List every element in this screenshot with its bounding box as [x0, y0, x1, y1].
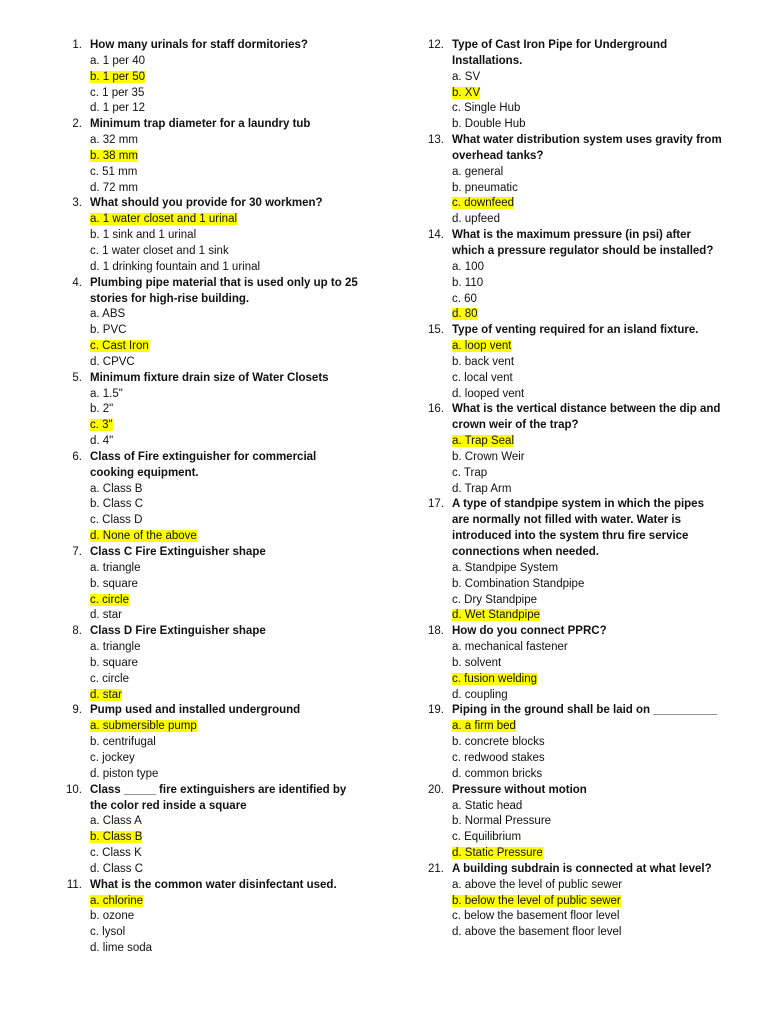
- option: [452, 767, 722, 783]
- option: [90, 846, 360, 862]
- option: [90, 751, 360, 767]
- question-line: [422, 228, 722, 260]
- option: [452, 909, 722, 925]
- answer-option: [90, 529, 360, 545]
- option-list: [422, 165, 722, 228]
- option: [452, 355, 722, 371]
- option-text: a. triangle: [90, 561, 141, 574]
- option: [452, 466, 722, 482]
- question-block: [422, 624, 722, 703]
- option: [90, 165, 360, 181]
- answer-option: [452, 846, 722, 862]
- option-text: c. lysol: [90, 926, 126, 939]
- option: [90, 307, 360, 323]
- question-text: What is the common water disinfectant used.: [90, 878, 337, 891]
- option-text: a. ABS: [90, 308, 126, 321]
- question-number: 18.: [428, 625, 444, 638]
- question-block: [60, 878, 360, 957]
- option-text: c. below the basement floor level: [452, 910, 620, 923]
- question-block: [60, 783, 360, 878]
- question-text: Type of Cast Iron Pipe for Underground Installations.: [452, 39, 668, 67]
- question-line: [422, 323, 722, 339]
- option: [90, 656, 360, 672]
- question-block: [422, 703, 722, 782]
- option-text: c. jockey: [90, 751, 135, 764]
- option-text: b. 110: [452, 276, 484, 289]
- option: [452, 212, 722, 228]
- option: [90, 814, 360, 830]
- option-text: b. Crown Weir: [452, 450, 525, 463]
- option: [452, 688, 722, 704]
- option-text: b. Class C: [90, 498, 144, 511]
- question-number: 13.: [428, 134, 444, 147]
- question-block: [422, 133, 722, 228]
- option-text: b. Normal Pressure: [452, 815, 552, 828]
- question-text: Class _____ fire extinguishers are identified by the color red inside a square: [90, 783, 347, 812]
- question-line: [60, 196, 360, 212]
- question-block: [60, 450, 360, 545]
- answer-option: [452, 86, 722, 102]
- question-block: [60, 624, 360, 703]
- question-line: [60, 371, 360, 387]
- highlighted-answer: d. None of the above: [90, 530, 197, 543]
- question-block: [60, 371, 360, 450]
- option: [90, 497, 360, 513]
- answer-option: [90, 70, 360, 86]
- option: [452, 656, 722, 672]
- question-number: 7.: [72, 546, 82, 558]
- option-list: [422, 640, 722, 703]
- option-list: [422, 434, 722, 497]
- question-text: A type of standpipe system in which the pipes are normally not filled with water. Water is introduced into the system thru fire service connections when needed.: [452, 498, 704, 558]
- question-text: Class D Fire Extinguisher shape: [90, 625, 266, 638]
- highlighted-answer: a. loop vent: [452, 340, 512, 353]
- question-block: [422, 497, 722, 624]
- option-text: a. Class B: [90, 482, 143, 495]
- option: [452, 70, 722, 86]
- question-number: 9.: [72, 704, 82, 717]
- option-list: [60, 561, 360, 624]
- question-text: Pump used and installed underground: [90, 704, 301, 717]
- option: [90, 133, 360, 149]
- option: [90, 181, 360, 197]
- option-text: b. solvent: [452, 656, 502, 669]
- option-text: a. 1.5": [90, 387, 123, 400]
- highlighted-answer: c. 3": [90, 419, 113, 432]
- option-text: a. 32 mm: [90, 134, 138, 147]
- option: [452, 814, 722, 830]
- option-text: d. CPVC: [90, 355, 135, 368]
- option-list: [422, 878, 722, 941]
- question-text: Plumbing pipe material that is used only up to 25 stories for high-rise building.: [90, 276, 358, 305]
- option: [90, 482, 360, 498]
- option: [90, 767, 360, 783]
- option-text: a. 100: [452, 260, 484, 273]
- option-list: [422, 339, 722, 402]
- option-text: d. common bricks: [452, 767, 543, 780]
- option-list: [60, 133, 360, 196]
- highlighted-answer: d. star: [90, 688, 122, 701]
- question-line: [422, 624, 722, 640]
- question-text: How do you connect PPRC?: [452, 625, 607, 638]
- question-block: [422, 38, 722, 133]
- highlighted-answer: a. Trap Seal: [452, 435, 515, 448]
- option-list: [60, 814, 360, 877]
- question-line: [422, 38, 722, 70]
- highlighted-answer: a. a firm bed: [452, 720, 516, 733]
- question-text: Pressure without motion: [452, 783, 587, 796]
- question-block: [422, 402, 722, 497]
- highlighted-answer: d. 80: [452, 308, 478, 321]
- option: [452, 751, 722, 767]
- option-text: b. ozone: [90, 910, 135, 923]
- question-line: [60, 38, 360, 54]
- option-text: d. 72 mm: [90, 181, 138, 194]
- option-list: [60, 307, 360, 370]
- option-text: c. Dry Standpipe: [452, 593, 538, 606]
- option-text: d. above the basement floor level: [452, 926, 622, 939]
- question-text: What water distribution system uses gravity from overhead tanks?: [452, 134, 722, 162]
- option: [90, 434, 360, 450]
- option: [452, 593, 722, 609]
- question-block: [422, 783, 722, 862]
- option-list: [422, 799, 722, 862]
- question-line: [60, 878, 360, 894]
- option-text: d. coupling: [452, 688, 508, 701]
- option: [90, 402, 360, 418]
- question-number: 5.: [72, 371, 82, 384]
- question-block: [60, 196, 360, 275]
- question-number: 20.: [428, 783, 444, 796]
- option-text: b. back vent: [452, 355, 515, 368]
- question-line: [60, 545, 360, 561]
- option-text: c. 60: [452, 292, 477, 305]
- option-text: d. 1 drinking fountain and 1 urinal: [90, 260, 261, 273]
- highlighted-answer: c. downfeed: [452, 197, 515, 210]
- option-text: a. triangle: [90, 641, 141, 654]
- answer-option: [90, 593, 360, 609]
- question-line: [60, 450, 360, 482]
- question-number: 19.: [428, 704, 444, 717]
- highlighted-answer: a. submersible pump: [90, 720, 197, 733]
- question-block: [422, 228, 722, 323]
- question-text: How many urinals for staff dormitories?: [90, 39, 308, 51]
- question-number: 4.: [72, 276, 82, 289]
- option-list: [60, 482, 360, 545]
- highlighted-answer: c. fusion welding: [452, 672, 538, 685]
- answer-option: [90, 894, 360, 910]
- option: [452, 830, 722, 846]
- option-text: b. centrifugal: [90, 736, 156, 749]
- question-text: What should you provide for 30 workmen?: [90, 197, 323, 210]
- question-text: Minimum fixture drain size of Water Closets: [90, 371, 329, 384]
- question-number: 17.: [428, 498, 444, 511]
- option-list: [422, 70, 722, 133]
- option-text: c. local vent: [452, 371, 513, 384]
- highlighted-answer: b. XV: [452, 86, 481, 99]
- option-text: a. Static head: [452, 799, 523, 812]
- option-text: b. square: [90, 577, 138, 590]
- option-list: [422, 561, 722, 624]
- option-text: c. Class K: [90, 847, 142, 860]
- option: [452, 640, 722, 656]
- highlighted-answer: a. 1 water closet and 1 urinal: [90, 213, 238, 226]
- question-block: [422, 862, 722, 941]
- question-block: [422, 323, 722, 402]
- option-text: d. 4": [90, 435, 114, 448]
- question-line: [422, 402, 722, 434]
- option-list: [422, 260, 722, 323]
- option-text: c. circle: [90, 672, 129, 685]
- option: [90, 672, 360, 688]
- option-text: d. Trap Arm: [452, 482, 512, 495]
- answer-option: [452, 434, 722, 450]
- answer-option: [90, 212, 360, 228]
- option: [452, 292, 722, 308]
- option-text: c. 1 per 35: [90, 86, 145, 99]
- option: [452, 735, 722, 751]
- option: [90, 513, 360, 529]
- question-number: 2.: [72, 118, 82, 131]
- option-text: d. Class C: [90, 862, 144, 875]
- option-text: c. Single Hub: [452, 102, 521, 115]
- option: [90, 608, 360, 624]
- option: [452, 450, 722, 466]
- question-line: [422, 783, 722, 799]
- highlighted-answer: b. 1 per 50: [90, 70, 145, 83]
- option: [90, 54, 360, 70]
- question-number: 14.: [428, 229, 444, 242]
- option: [452, 561, 722, 577]
- answer-option: [452, 672, 722, 688]
- option-text: c. Equilibrium: [452, 831, 522, 844]
- question-line: [422, 133, 722, 165]
- option-text: c. Trap: [452, 466, 488, 479]
- question-text: Class of Fire extinguisher for commercial cooking equipment.: [90, 450, 317, 479]
- option: [90, 925, 360, 941]
- option: [452, 482, 722, 498]
- answer-option: [90, 830, 360, 846]
- answer-option: [90, 418, 360, 434]
- option: [90, 387, 360, 403]
- option: [90, 355, 360, 371]
- question-block: [60, 38, 360, 117]
- option-text: d. star: [90, 609, 122, 622]
- option: [90, 561, 360, 577]
- option-text: b. 2": [90, 403, 114, 416]
- option-text: a. above the level of public sewer: [452, 878, 623, 891]
- answer-option: [452, 894, 722, 910]
- option: [90, 577, 360, 593]
- answer-option: [452, 719, 722, 735]
- option: [90, 260, 360, 276]
- option: [452, 101, 722, 117]
- option-text: a. mechanical fastener: [452, 641, 568, 654]
- option-text: b. pneumatic: [452, 181, 518, 194]
- option-text: b. Double Hub: [452, 118, 526, 131]
- option-text: d. 1 per 12: [90, 102, 145, 115]
- answer-option: [452, 307, 722, 323]
- answer-option: [452, 339, 722, 355]
- question-number: 10.: [66, 783, 82, 796]
- option-list: [60, 387, 360, 450]
- option: [90, 941, 360, 957]
- option-text: b. PVC: [90, 324, 127, 337]
- right-question-column: [422, 38, 722, 941]
- option-list: [60, 894, 360, 957]
- option: [452, 165, 722, 181]
- answer-option: [90, 339, 360, 355]
- option: [452, 276, 722, 292]
- option: [90, 735, 360, 751]
- option-text: a. Class A: [90, 815, 142, 828]
- question-text: What is the maximum pressure (in psi) after which a pressure regulator should be installed?: [452, 229, 714, 257]
- left-question-column: [60, 38, 360, 957]
- option-text: d. looped vent: [452, 387, 525, 400]
- option: [90, 909, 360, 925]
- option-list: [60, 640, 360, 703]
- question-line: [422, 862, 722, 878]
- highlighted-answer: b. below the level of public sewer: [452, 894, 621, 907]
- question-block: [60, 703, 360, 782]
- question-number: 1.: [72, 39, 82, 51]
- question-text: Minimum trap diameter for a laundry tub: [90, 118, 311, 131]
- answer-option: [90, 719, 360, 735]
- option-text: a. 1 per 40: [90, 54, 145, 67]
- option-text: a. general: [452, 165, 504, 178]
- question-number: 8.: [72, 625, 82, 638]
- option-list: [60, 212, 360, 275]
- option-text: d. piston type: [90, 767, 159, 780]
- question-text: A building subdrain is connected at what level?: [452, 862, 712, 875]
- question-block: [60, 276, 360, 371]
- answer-option: [90, 149, 360, 165]
- question-block: [60, 117, 360, 196]
- question-line: [60, 276, 360, 308]
- option-text: b. concrete blocks: [452, 736, 545, 749]
- option-text: b. square: [90, 656, 138, 669]
- highlighted-answer: c. Cast Iron: [90, 340, 149, 353]
- question-text: What is the vertical distance between the dip and crown weir of the trap?: [452, 403, 721, 432]
- option-text: c. 51 mm: [90, 165, 138, 178]
- option: [90, 101, 360, 117]
- option: [452, 799, 722, 815]
- option: [452, 925, 722, 941]
- question-line: [60, 117, 360, 133]
- question-block: [60, 545, 360, 624]
- option-text: a. Standpipe System: [452, 561, 559, 574]
- question-number: 12.: [428, 39, 444, 51]
- option-text: b. Combination Standpipe: [452, 577, 585, 590]
- option: [90, 228, 360, 244]
- option-text: c. 1 water closet and 1 sink: [90, 244, 229, 257]
- question-text: Type of venting required for an island fixture.: [452, 324, 699, 337]
- question-line: [422, 497, 722, 560]
- option-list: [422, 719, 722, 782]
- option: [90, 323, 360, 339]
- highlighted-answer: d. Static Pressure: [452, 847, 543, 860]
- option: [90, 862, 360, 878]
- option-list: [60, 54, 360, 117]
- question-number: 6.: [72, 450, 82, 463]
- option-text: a. SV: [452, 70, 481, 83]
- option: [90, 244, 360, 260]
- highlighted-answer: d. Wet Standpipe: [452, 609, 541, 622]
- option: [452, 371, 722, 387]
- option-list: [60, 719, 360, 782]
- answer-option: [452, 196, 722, 212]
- highlighted-answer: b. 38 mm: [90, 149, 138, 162]
- option-text: c. redwood stakes: [452, 751, 545, 764]
- question-number: 15.: [428, 324, 444, 337]
- option: [90, 640, 360, 656]
- option-text: d. upfeed: [452, 213, 500, 226]
- option-text: c. Class D: [90, 514, 143, 527]
- question-line: [60, 783, 360, 815]
- question-text: Piping in the ground shall be laid on __________: [452, 704, 718, 717]
- highlighted-answer: c. circle: [90, 593, 129, 606]
- option-text: b. 1 sink and 1 urinal: [90, 229, 197, 242]
- option-text: d. lime soda: [90, 942, 153, 955]
- question-line: [60, 624, 360, 640]
- question-line: [60, 703, 360, 719]
- option: [90, 86, 360, 102]
- question-number: 3.: [72, 197, 82, 210]
- option: [452, 260, 722, 276]
- question-line: [422, 703, 722, 719]
- highlighted-answer: b. Class B: [90, 831, 143, 844]
- question-number: 21.: [428, 862, 444, 875]
- question-text: Class C Fire Extinguisher shape: [90, 546, 266, 558]
- option: [452, 117, 722, 133]
- question-number: 11.: [66, 878, 82, 891]
- highlighted-answer: a. chlorine: [90, 894, 144, 907]
- option: [452, 577, 722, 593]
- option: [452, 181, 722, 197]
- option: [452, 387, 722, 403]
- question-number: 16.: [428, 403, 444, 416]
- answer-option: [90, 688, 360, 704]
- answer-option: [452, 608, 722, 624]
- option: [452, 878, 722, 894]
